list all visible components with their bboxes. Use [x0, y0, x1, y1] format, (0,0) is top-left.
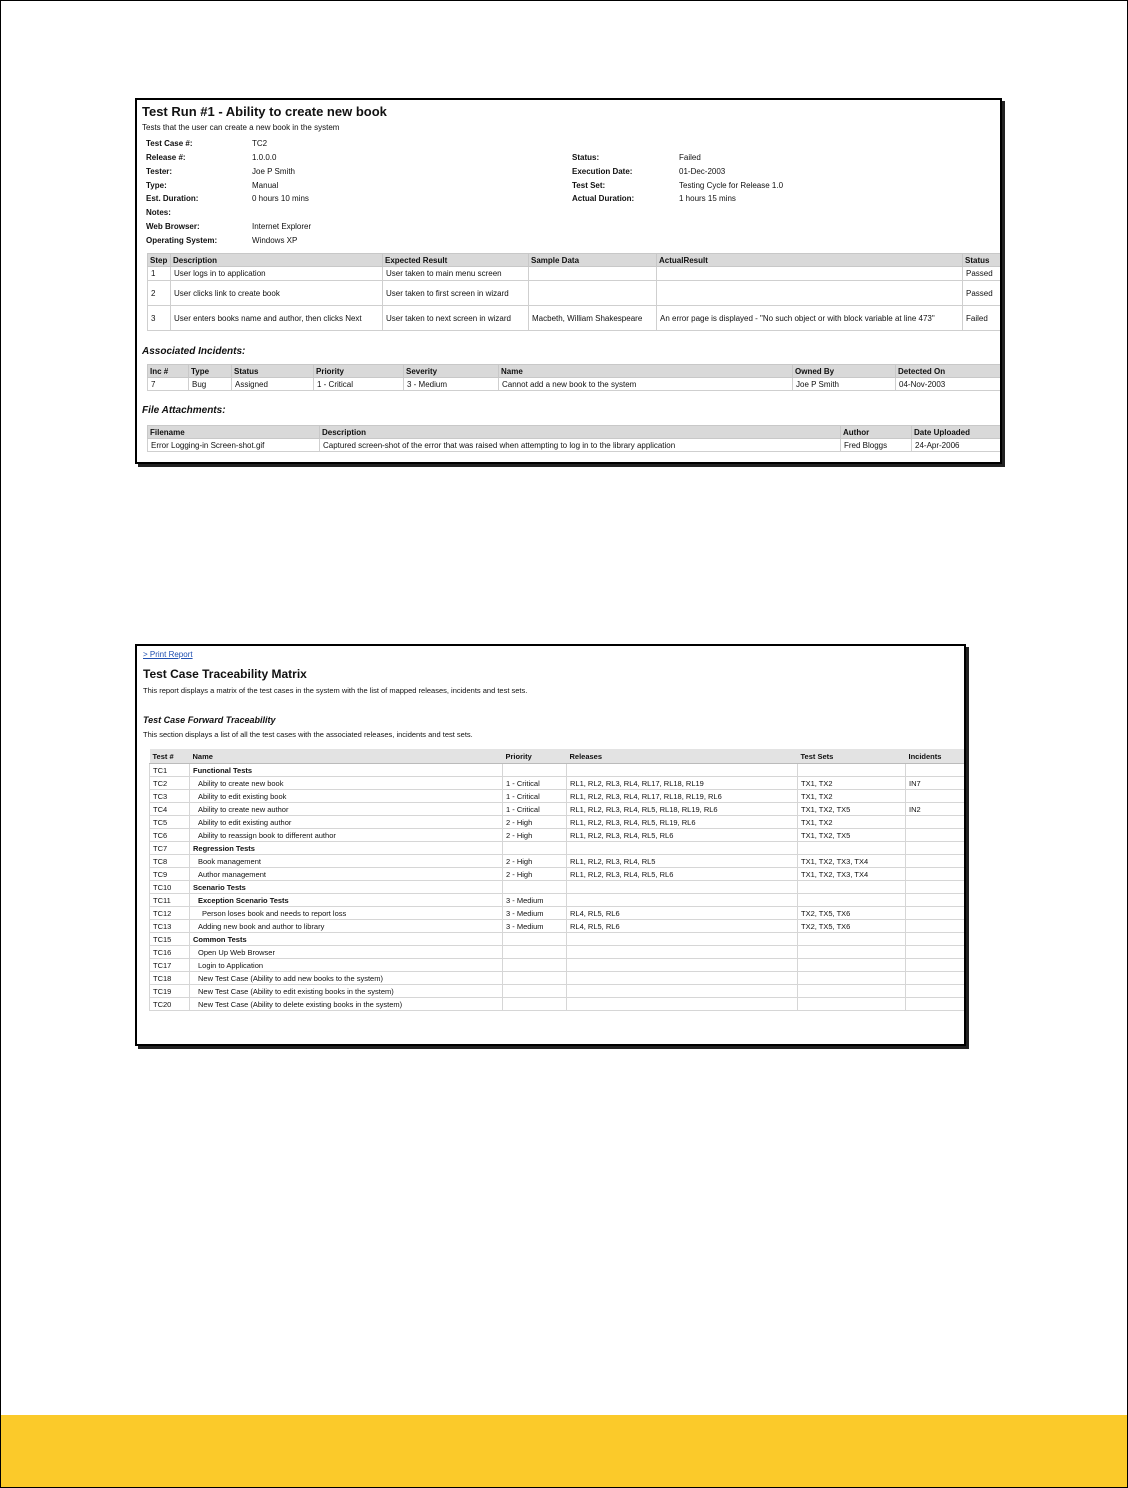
table-row: TC2 Ability to create new book 1 - Critical RL1, RL2, RL3, RL4, RL17, RL18, RL19 TX1, TX2 IN7 — [150, 777, 966, 790]
table-row: TC12 Person loses book and needs to report loss 3 - Medium RL4, RL5, RL6 TX2, TX5, TX6 — [150, 907, 966, 920]
table-row: TC13 Adding new book and author to library 3 - Medium RL4, RL5, RL6 TX2, TX5, TX6 — [150, 920, 966, 933]
traceability-table — [149, 749, 966, 1011]
table-row: TC9 Author management 2 - High RL1, RL2, RL3, RL4, RL5, RL6 TX1, TX2, TX3, TX4 — [150, 868, 966, 881]
table-row: TC8 Book management 2 - High RL1, RL2, RL3, RL4, RL5 TX1, TX2, TX3, TX4 — [150, 855, 966, 868]
table-row: 1 User logs in to application User taken to main menu screen Passed — [148, 267, 1001, 281]
table-row: TC20 New Test Case (Ability to delete existing books in the system) — [150, 998, 966, 1011]
test-run-subtitle: Tests that the user can create a new book in the system — [142, 123, 340, 132]
matrix-subtitle: This report displays a matrix of the test cases in the system with the list of mapped releases, incidents and test sets. — [143, 686, 528, 695]
table-row: TC18 New Test Case (Ability to add new books to the system) — [150, 972, 966, 985]
table-row: TC3 Ability to edit existing book 1 - Critical RL1, RL2, RL3, RL4, RL17, RL18, RL19, RL6 TX1, TX2 — [150, 790, 966, 803]
attachments-heading: File Attachments: — [142, 405, 226, 416]
table-row: TC4 Ability to create new author 1 - Critical RL1, RL2, RL3, RL4, RL5, RL18, RL19, RL6 TX1, TX2, TX5 IN2 — [150, 803, 966, 816]
column-header: Name — [190, 749, 503, 764]
table-row: TC5 Ability to edit existing author 2 - High RL1, RL2, RL3, RL4, RL5, RL19, RL6 TX1, TX2 — [150, 816, 966, 829]
column-header: Test # — [150, 749, 190, 764]
column-header: Severity — [404, 365, 499, 378]
column-header: Filename — [148, 426, 320, 439]
column-header: Incidents — [906, 749, 966, 764]
folder-row: TC1 Functional Tests — [150, 764, 966, 777]
traceability-screenshot — [135, 644, 966, 1046]
column-header: Inc # — [148, 365, 189, 378]
table-row: TC19 New Test Case (Ability to edit existing books in the system) — [150, 985, 966, 998]
table-row: TC16 Open Up Web Browser — [150, 946, 966, 959]
column-header: Name — [499, 365, 793, 378]
column-header: Detected On — [896, 365, 1001, 378]
column-header: Test Sets — [798, 749, 906, 764]
print-report-link[interactable]: > Print Report — [143, 650, 193, 659]
column-header: ActualResult — [657, 254, 963, 267]
column-header: Type — [189, 365, 232, 378]
incidents-heading: Associated Incidents: — [142, 346, 246, 357]
column-header: Status — [232, 365, 314, 378]
folder-row: TC10 Scenario Tests — [150, 881, 966, 894]
table-row: 2 User clicks link to create book User taken to first screen in wizard Passed — [148, 281, 1001, 306]
column-header: Owned By — [793, 365, 896, 378]
column-header: Priority — [503, 749, 567, 764]
column-header: Description — [171, 254, 383, 267]
table-row: Error Logging-in Screen-shot.gif Captured screen-shot of the error that was raised when attempting to log in to the library application Fred Bloggs 24-Apr-2006 — [148, 439, 1001, 452]
column-header: Releases — [567, 749, 798, 764]
folder-row: TC7 Regression Tests — [150, 842, 966, 855]
incidents-table — [147, 364, 1001, 391]
section-subtitle: This section displays a list of all the test cases with the associated releases, incidents and test sets. — [143, 730, 473, 739]
matrix-title: Test Case Traceability Matrix — [143, 667, 307, 681]
column-header: Status — [963, 254, 1001, 267]
table-row: TC17 Login to Application — [150, 959, 966, 972]
column-header: Date Uploaded — [912, 426, 1001, 439]
table-row: TC6 Ability to reassign book to different author 2 - High RL1, RL2, RL3, RL4, RL5, RL6 TX1, TX2, TX5 — [150, 829, 966, 842]
table-row: 7 Bug Assigned 1 - Critical 3 - Medium Cannot add a new book to the system Joe P Smith 04-Nov-2003 — [148, 378, 1001, 391]
test-run-title: Test Run #1 - Ability to create new book — [142, 104, 387, 119]
test-run-screenshot: Test Run #1 - Ability to create new book Tests that the user can create a new book in the system Test Case #: TC2 Release #: 1.0.0.0 Tester: Joe P Smith Type: Manual Est. Duration: 0 hours 10 mins Notes: Web Browser: Internet Explorer Operating System: Windows XP Status: Failed Execution Date: 01-Dec-2003 Test Set: Testing Cycle for Release 1.0 Actual Duration: 1 hours 15 mins Step Description Expected Result Sample Data ActualResult Status 1 User logs in to application User taken to main menu screen Passed 2 User clicks link to create book User taken to first screen in wizard Passed 3 User enters books name and author, then clicks Next User taken to next screen in wizard Macbeth, William Shakespeare An error page is displayed - "No such object or with block variable at line 473" Failed Associated Incidents: Inc # Type Status Priority Severity Name Owned By Detected On 7 Bug Assigned 1 - Critical 3 - Medium Cannot add a new book to the system Joe P Smith 04-Nov-2003 File Attachments: Filename Description Author Date Uploaded Error Logging-in Screen-shot.gif Captured screen-shot of the error that was raised when attempting to log in to the library application Fred Bloggs 24-Apr-2006 — [135, 98, 1002, 464]
steps-table — [147, 253, 1001, 331]
section-title: Test Case Forward Traceability — [143, 715, 276, 725]
attachments-table — [147, 425, 1001, 452]
column-header: Step — [148, 254, 171, 267]
footer-band — [1, 1415, 1127, 1487]
table-row: 3 User enters books name and author, then clicks Next User taken to next screen in wizard Macbeth, William Shakespeare An error page is displayed - "No such object or with block variable at line 473" Failed — [148, 306, 1001, 331]
folder-row: TC15 Common Tests — [150, 933, 966, 946]
column-header: Sample Data — [529, 254, 657, 267]
column-header: Expected Result — [383, 254, 529, 267]
column-header: Description — [320, 426, 841, 439]
column-header: Priority — [314, 365, 404, 378]
column-header: Author — [841, 426, 912, 439]
folder-row: TC11 Exception Scenario Tests 3 - Medium — [150, 894, 966, 907]
